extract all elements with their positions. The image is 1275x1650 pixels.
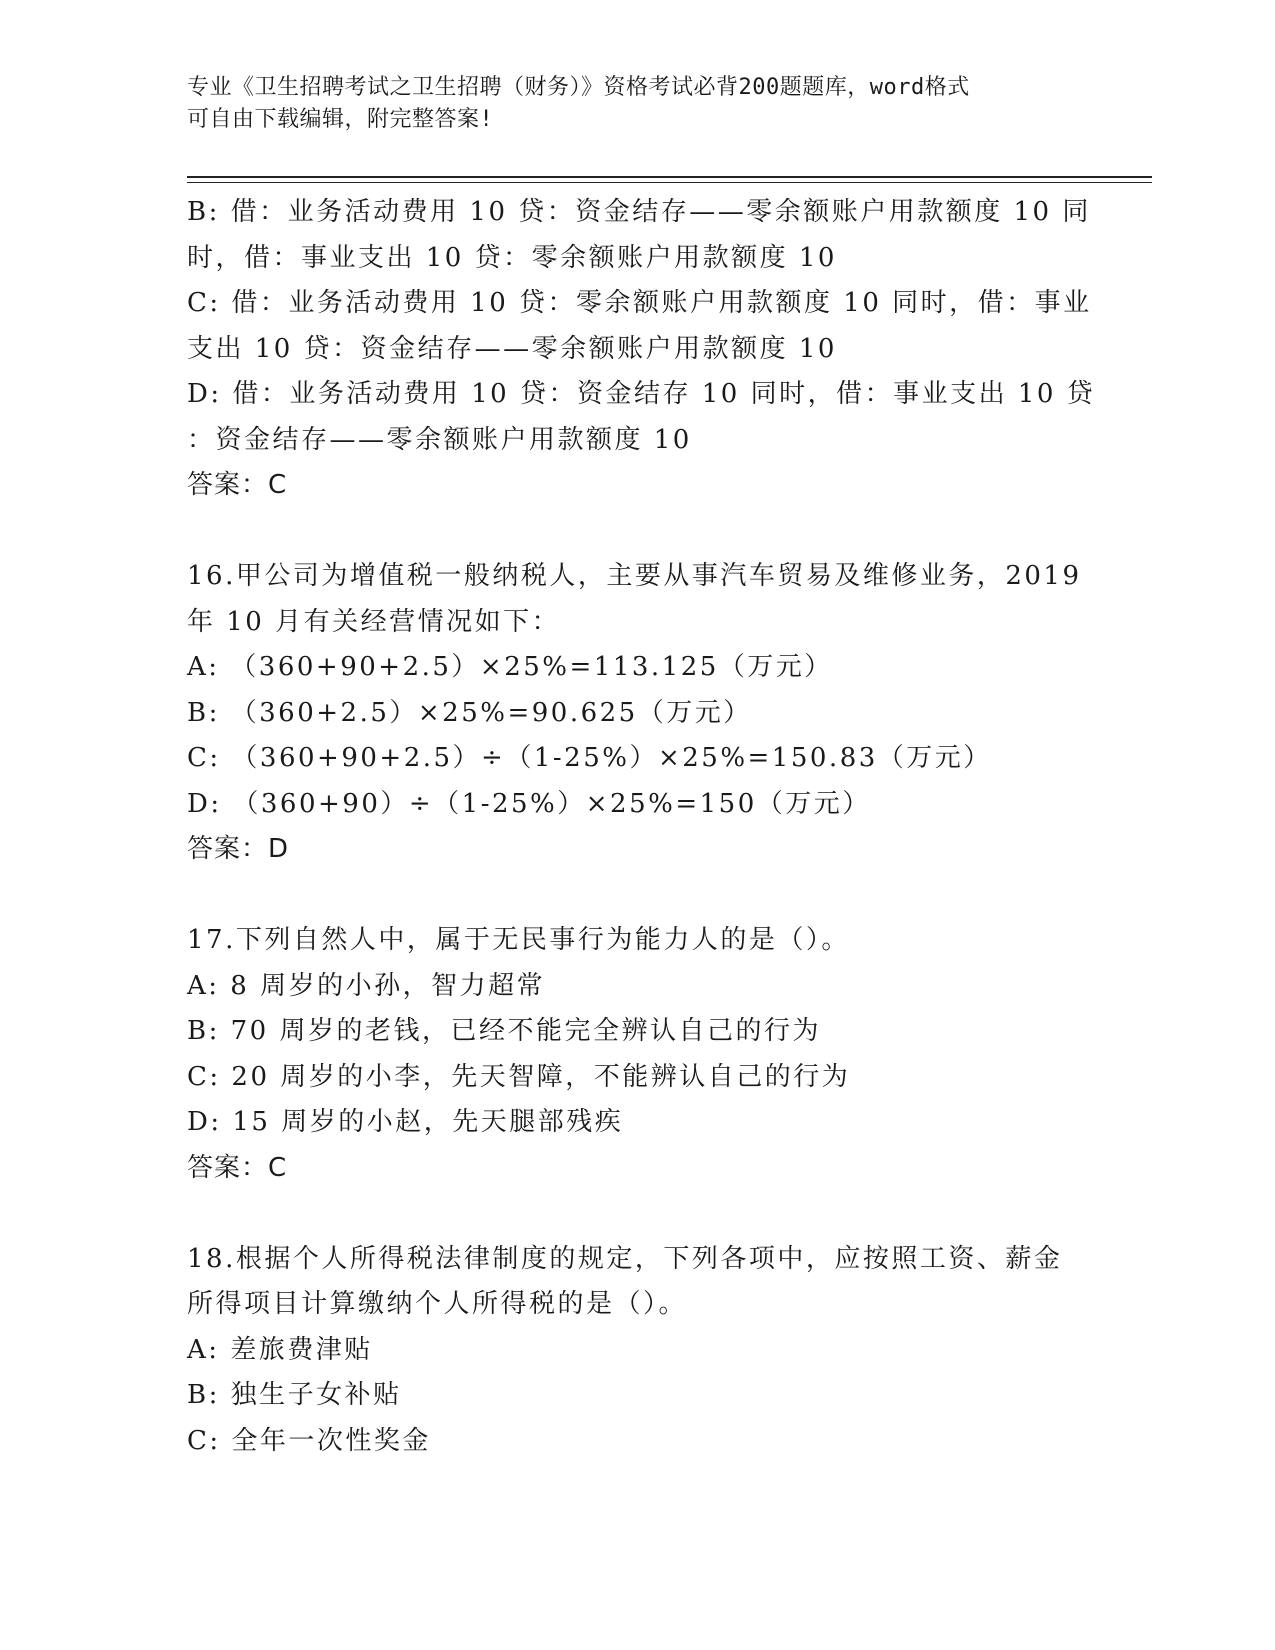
answer-16: 答案：D	[187, 834, 290, 864]
option-c-line-2: 支出 10 贷：资金结存——零余额账户用款额度 10	[187, 333, 837, 364]
spacer	[187, 873, 1087, 919]
option-c: C: 全年一次性奖金	[187, 1425, 431, 1456]
option-a: A: （360+90+2.5）×25%=113.125（万元）	[187, 652, 833, 682]
option-a: A: 8 周岁的小孙，智力超常	[187, 970, 546, 1001]
option-b-line-1: B: 借：业务活动费用 10 贷：资金结存——零余额账户用款额度 10 同	[187, 197, 1091, 227]
answer-17: 答案：C	[187, 1152, 288, 1183]
question-content	[187, 190, 1096, 1464]
option-d-line-2: ：资金结存——零余额账户用款额度 10	[187, 424, 692, 455]
option-d: D: （360+90）÷（1-25%）×25%=150（万元）	[187, 788, 871, 819]
header-rule-thick	[187, 176, 1152, 178]
question-stem: 17.下列自然人中，属于无民事行为能力人的是（）。	[187, 925, 850, 955]
question-18	[187, 1237, 1087, 1465]
option-c-line-1: C: 借：业务活动费用 10 贷：零余额账户用款额度 10 同时，借：事业	[187, 288, 1092, 318]
option-a: A: 差旅费津贴	[187, 1334, 373, 1365]
option-b: B: （360+2.5）×25%=90.625（万元）	[187, 697, 752, 728]
option-b: B: 独生子女补贴	[187, 1380, 402, 1410]
header-rule-thin	[187, 182, 1152, 183]
option-d-line-1: D: 借：业务活动费用 10 贷：资金结存 10 同时，借：事业支出 10 贷	[187, 379, 1096, 409]
option-c: C: 20 周岁的小李，先天智障，不能辨认自己的行为	[187, 1061, 851, 1092]
spacer	[187, 509, 1087, 555]
document-header	[187, 72, 1087, 136]
option-b: B: 70 周岁的老钱，已经不能完全辨认自己的行为	[187, 1016, 821, 1046]
question-stem-line-2: 年 10 月有关经营情况如下：	[187, 606, 561, 637]
question-15	[187, 190, 1096, 509]
option-b-line-2: 时，借：事业支出 10 贷：零余额账户用款额度 10	[187, 242, 837, 273]
header-line-2: 可自由下载编辑，附完整答案!	[187, 107, 494, 132]
option-d: D: 15 周岁的小赵，先天腿部残疾	[187, 1107, 624, 1137]
option-c: C: （360+90+2.5）÷（1-25%）×25%=150.83（万元）	[187, 743, 992, 773]
spacer	[187, 1191, 1087, 1237]
question-stem-line-1: 16.甲公司为增值税一般纳税人，主要从事汽车贸易及维修业务，2019	[187, 561, 1082, 591]
header-line-1: 专业《卫生招聘考试之卫生招聘（财务）》资格考试必背200题题库，word格式	[187, 75, 970, 100]
answer-15: 答案：C	[187, 470, 288, 500]
question-stem-line-1: 18.根据个人所得税法律制度的规定，下列各项中，应按照工资、薪金	[187, 1243, 1063, 1274]
question-16	[187, 554, 1087, 873]
question-17	[187, 918, 1087, 1191]
question-stem-line-2: 所得项目计算缴纳个人所得税的是（）。	[187, 1289, 688, 1319]
